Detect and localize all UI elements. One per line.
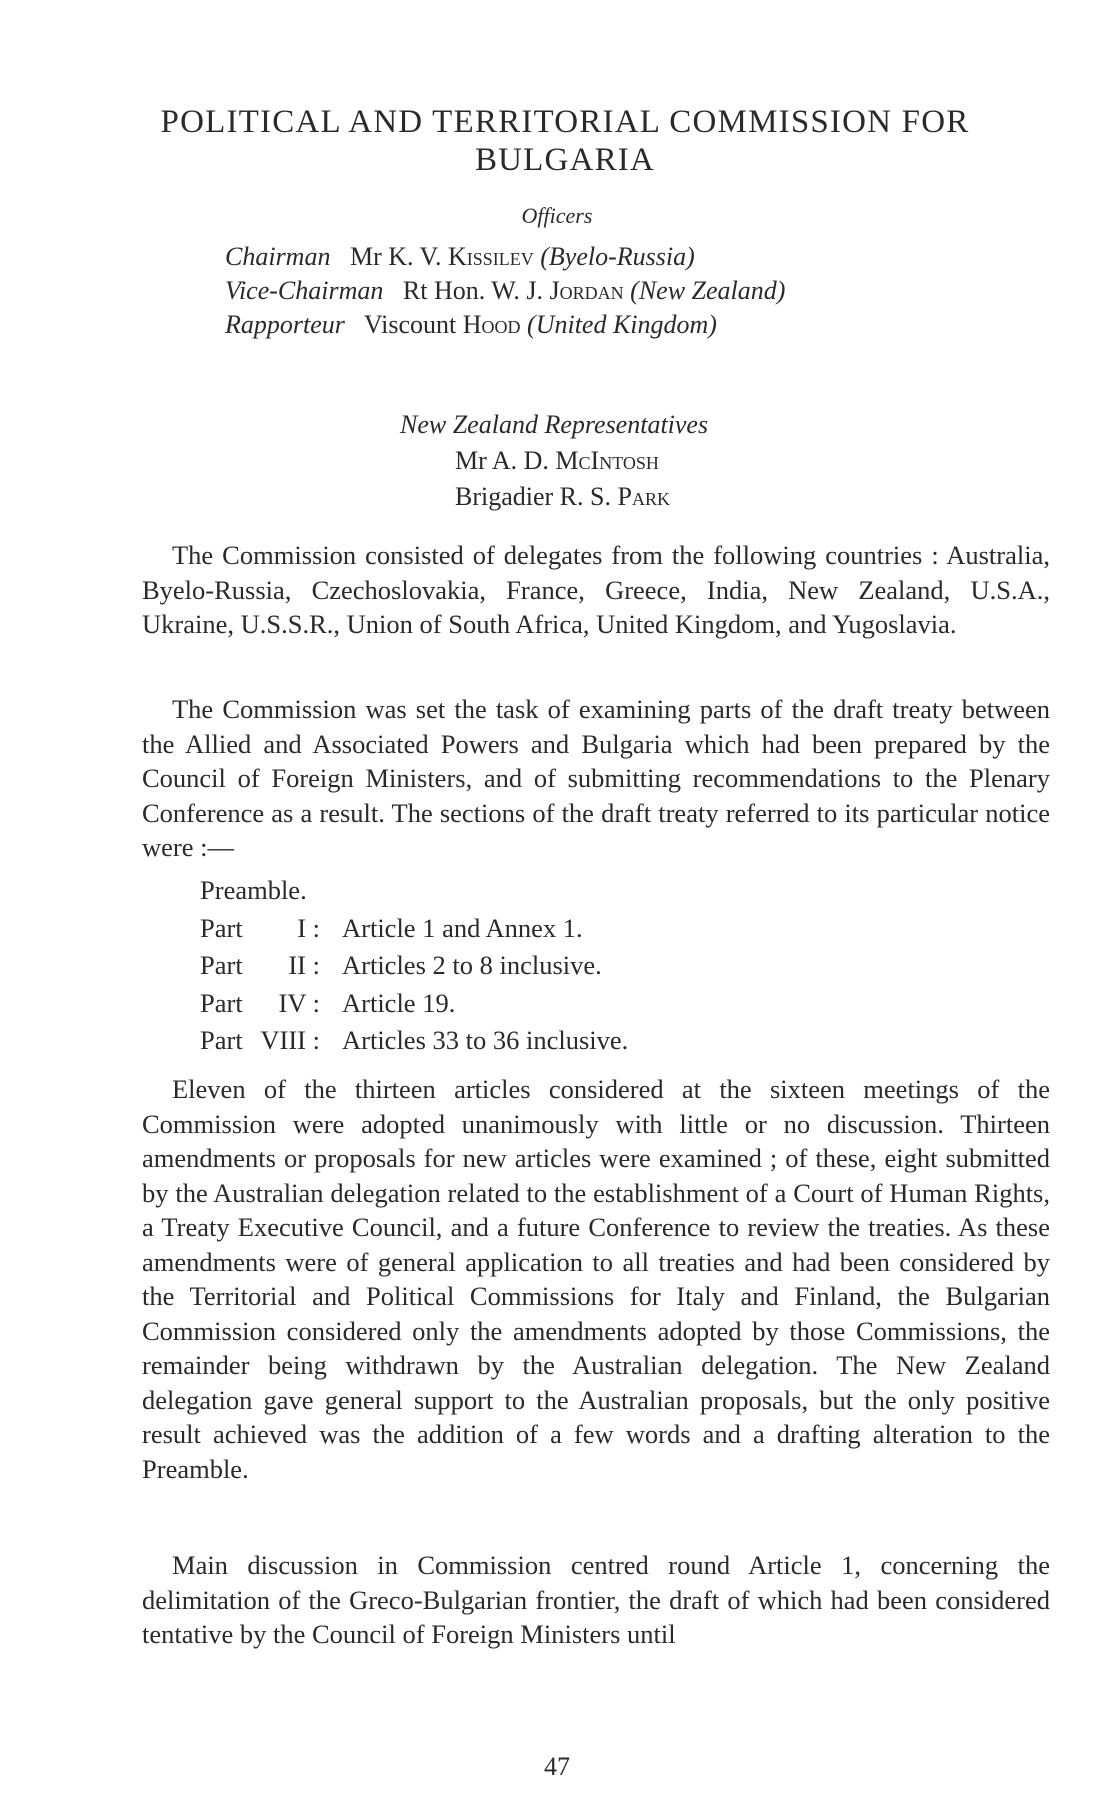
preamble-label: Preamble. xyxy=(200,875,307,905)
section-item xyxy=(200,985,628,1023)
officer-role: Chairman xyxy=(225,242,331,271)
document-title xyxy=(120,103,1010,179)
section-part: Part xyxy=(200,950,243,980)
officers-heading: Officers xyxy=(521,203,593,228)
officer-surname: Hood xyxy=(462,310,521,339)
section-description: Articles 2 to 8 inclusive. xyxy=(342,950,602,980)
section-item xyxy=(200,910,628,948)
section-description: Article 19. xyxy=(342,987,456,1018)
nz-representative xyxy=(455,482,670,512)
paragraph-delegates: The Commission consisted of delegates from the following countries : Australia, Byelo-Russia, Czechoslovakia, France, Greece, India, New Zealand, U.S.A., Ukraine, U.S.S.R., Union of South Africa, United Kingdom, and Yugoslavia. xyxy=(142,540,1050,639)
section-number: IV : xyxy=(278,987,320,1018)
officer-vice-chairman xyxy=(225,276,785,306)
title-line-1: POLITICAL AND TERRITORIAL COMMISSION FOR xyxy=(160,104,970,140)
section-number: II : xyxy=(288,950,320,980)
officer-surname: Kissilev xyxy=(447,242,534,271)
treaty-sections-list xyxy=(200,872,628,1060)
section-part: Part xyxy=(200,1025,243,1055)
rep-prefix: Brigadier R. S. xyxy=(455,482,611,511)
officer-country: (Byelo-Russia) xyxy=(540,242,695,271)
section-item xyxy=(200,947,628,985)
paragraph-article-1: Main discussion in Commission centred round Article 1, concerning the delimitation of the Greco-Bulgarian frontier, the draft of which had been considered tentative by the Council of Foreign Ministers until xyxy=(142,1550,1050,1649)
preamble-item xyxy=(200,872,628,910)
nz-representatives-heading: New Zealand Representatives xyxy=(400,410,709,439)
officer-country: (New Zealand) xyxy=(630,276,786,305)
officer-prefix: Rt Hon. W. J. xyxy=(402,276,544,305)
page-number: 47 xyxy=(544,1752,570,1781)
rep-prefix: Mr A. D. xyxy=(455,446,549,475)
section-description: Article 1 and Annex 1. xyxy=(342,912,583,943)
officer-prefix: Mr K. V. xyxy=(349,242,442,271)
section-number: I : xyxy=(297,912,320,943)
officer-role: Rapporteur xyxy=(225,310,345,339)
officer-role: Vice-Chairman xyxy=(225,276,384,305)
officer-country: (United Kingdom) xyxy=(527,310,717,339)
section-part: Part xyxy=(200,912,243,943)
section-number: VIII : xyxy=(260,1025,320,1055)
paragraph-amendments: Eleven of the thirteen articles considered at the sixteen meetings of the Commission were adopted unanimously with little or no discussion. Thirteen amendments or proposals for new articles were examined ; of these, eight submitted by the Australian delegation related to the establishment of a Court of Human Rights, a Treaty Executive Council, and a future Conference to review the treaties. As these amendments were of general application to all treaties and had been considered by the Territorial and Political Commissions for Italy and Finland, the Bulgarian Commission considered only the amendments adopted by those Commissions, the remainder being withdrawn by the Australian delegation. The New Zealand delegation gave general support to the Australian proposals, but the only positive result achieved was the addition of a few words and a drafting alteration to the Preamble. xyxy=(142,1074,1050,1484)
nz-representative xyxy=(455,446,659,476)
section-part: Part xyxy=(200,987,243,1018)
rep-surname: McIntosh xyxy=(555,446,659,475)
title-line-2: BULGARIA xyxy=(474,142,656,178)
officer-prefix: Viscount xyxy=(363,310,457,339)
section-item xyxy=(200,1022,628,1060)
officer-surname: Jordan xyxy=(549,276,624,305)
section-description: Articles 33 to 36 inclusive. xyxy=(342,1025,629,1055)
rep-surname: Park xyxy=(617,482,670,511)
officer-rapporteur xyxy=(225,310,717,340)
paragraph-task: The Commission was set the task of examining parts of the draft treaty between the Allied and Associated Powers and Bulgaria which had been prepared by the Council of Foreign Ministers, and of submitting recommendations to the Plenary Conference as a result. The sections of the draft treaty referred to its particular notice were :— xyxy=(142,694,1050,862)
officer-chairman xyxy=(225,242,695,272)
